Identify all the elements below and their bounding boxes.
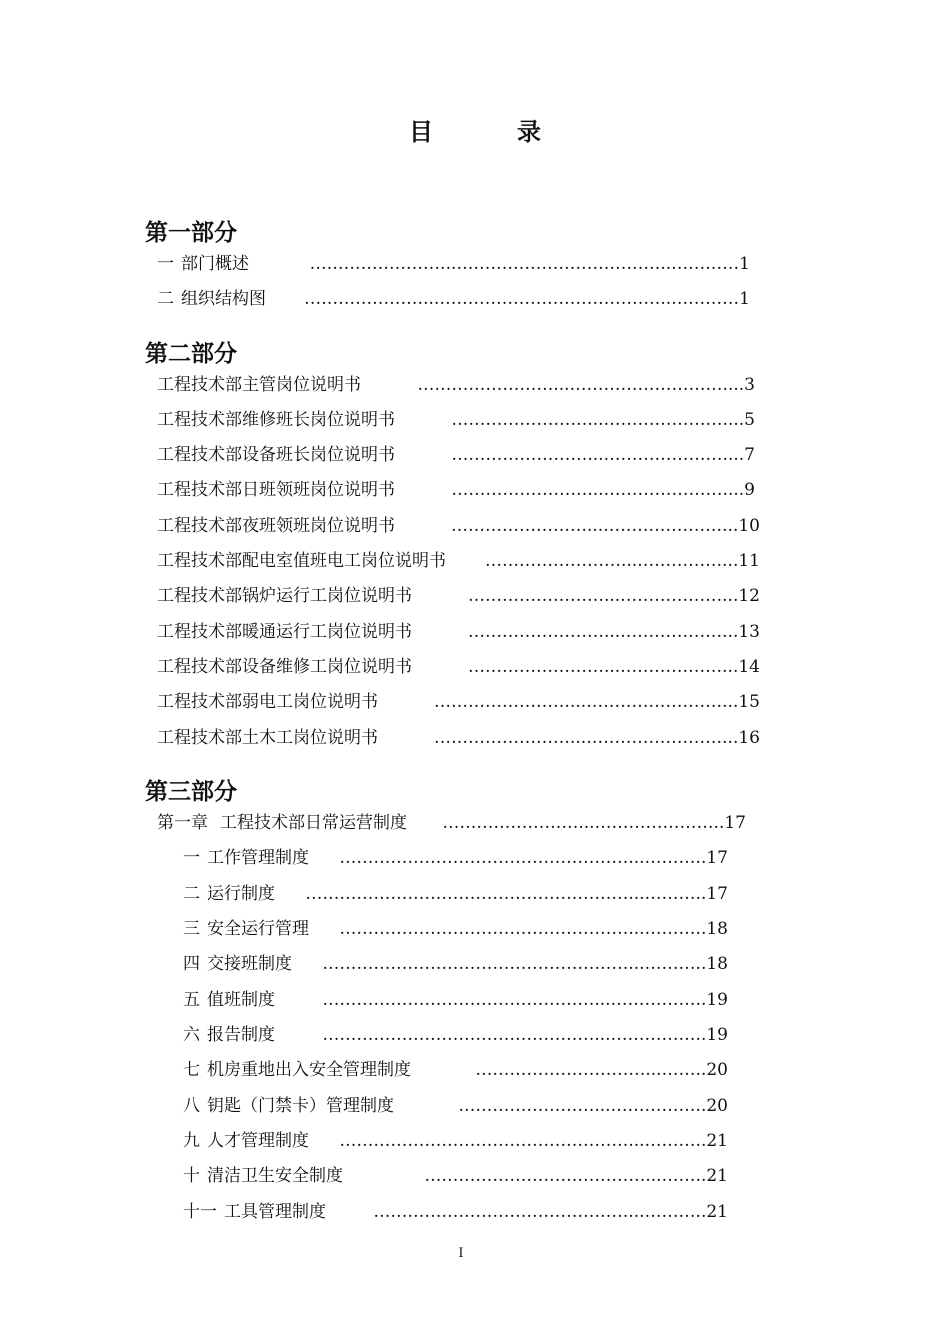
toc-entry-label: 人才管理制度: [207, 1131, 309, 1151]
toc-entry[interactable]: [157, 549, 760, 573]
toc-entry[interactable]: [157, 443, 755, 467]
toc-entry-label: 工程技术部土木工岗位说明书: [157, 728, 378, 748]
toc-entry-label: 交接班制度: [207, 954, 292, 974]
toc-entry-leader-page: …………………………………………...……………..19: [322, 1025, 728, 1045]
toc-entry-leader-page: …………………………………...……..21: [424, 1166, 728, 1186]
toc-entry-number: 一: [157, 254, 174, 274]
toc-entry[interactable]: [183, 1023, 728, 1047]
page-number: I: [458, 1246, 464, 1261]
toc-entry-label: 工程技术部弱电工岗位说明书: [157, 692, 378, 712]
toc-entry-leader-page: ………………………………………………...………..18: [322, 954, 728, 974]
toc-entry-number: 七: [183, 1060, 200, 1080]
toc-entry-number: 三: [183, 919, 200, 939]
toc-entry-label: 工具管理制度: [224, 1202, 326, 1222]
toc-entry-number: 八: [183, 1096, 200, 1116]
toc-entry-label: 报告制度: [207, 1025, 275, 1045]
toc-entry[interactable]: [157, 287, 750, 311]
toc-entry[interactable]: [183, 988, 728, 1012]
toc-entry[interactable]: [157, 690, 760, 714]
toc-chapter-entry[interactable]: [157, 811, 746, 835]
toc-entry[interactable]: [157, 514, 760, 538]
toc-entry[interactable]: [157, 252, 750, 276]
toc-entry-number: 一: [183, 848, 200, 868]
toc-entry-label: 部门概述: [181, 254, 249, 274]
toc-entry-label: 工程技术部设备维修工岗位说明书: [157, 657, 412, 677]
toc-entry[interactable]: [157, 478, 755, 502]
toc-entry-label: 组织结构图: [181, 289, 266, 309]
toc-entry-leader-page: ……………………...………………...13: [467, 622, 760, 642]
toc-entry[interactable]: [183, 1164, 728, 1188]
toc-entry-number: 五: [183, 990, 200, 1010]
toc-entry-number: 二: [183, 884, 200, 904]
toc-entry-leader-page: ……………………...…………………....7: [451, 445, 755, 465]
toc-entry-label: 工程技术部设备班长岗位说明书: [157, 445, 395, 465]
toc-entry[interactable]: [183, 846, 728, 870]
part-heading: 第二部分: [145, 341, 237, 367]
toc-entry-number: 九: [183, 1131, 200, 1151]
toc-entry-label: 工程技术部日班领班岗位说明书: [157, 480, 395, 500]
toc-entry-label: 工程技术部暖通运行工岗位说明书: [157, 622, 412, 642]
toc-entry[interactable]: [157, 726, 760, 750]
part-heading: 第三部分: [145, 779, 237, 805]
toc-entry-leader-page: ……………………...…………………....9: [451, 480, 755, 500]
page-title: 目 录: [409, 118, 571, 146]
toc-entry-number: 十: [183, 1166, 200, 1186]
toc-entry-leader-page: ……………………...……………………...16: [433, 728, 760, 748]
toc-entry-leader-page: …………………………...……..20: [475, 1060, 728, 1080]
toc-entry-label: 工程技术部配电室值班电工岗位说明书: [157, 551, 446, 571]
toc-entry-leader-page: ……………………...……………………...15: [433, 692, 760, 712]
toc-entry[interactable]: [183, 917, 728, 941]
toc-entry-leader-page: ……………………………………………...………..21: [339, 1131, 728, 1151]
toc-entry-label: 安全运行管理: [207, 919, 309, 939]
toc-entry-label: 值班制度: [207, 990, 275, 1010]
toc-entry-leader-page: …………………………………………………...………..17: [305, 884, 728, 904]
toc-entry-number: 六: [183, 1025, 200, 1045]
toc-entry-label: 机房重地出入安全管理制度: [207, 1060, 411, 1080]
toc-entry[interactable]: [157, 620, 760, 644]
toc-entry-leader-page: ……………………...…………………..17: [442, 813, 746, 833]
toc-entry-leader-page: ……………………...………………...14: [467, 657, 760, 677]
toc-entry-leader-page: …………………...…………………………………..…………1: [304, 289, 750, 309]
toc-entry[interactable]: [157, 373, 755, 397]
toc-entry-leader-page: ……………………...………………………....3: [417, 375, 755, 395]
toc-entry-leader-page: ………………………………………...………..21: [373, 1202, 728, 1222]
toc-entry-label: 工程技术部锅炉运行工岗位说明书: [157, 586, 412, 606]
toc-entry-number: 四: [183, 954, 200, 974]
toc-entry-leader-page: …………………………………………...……………..19: [322, 990, 728, 1010]
toc-entry-number: 二: [157, 289, 174, 309]
toc-entry-leader-page: ……………………...…………………...10: [450, 516, 760, 536]
toc-entry[interactable]: [157, 655, 760, 679]
toc-entry[interactable]: [183, 1200, 728, 1224]
toc-chapter-label: 工程技术部日常运营制度: [220, 813, 407, 833]
toc-entry[interactable]: [157, 408, 755, 432]
toc-entry-leader-page: ……………………...…………………....5: [451, 410, 755, 430]
toc-entry-label: 钥匙（门禁卡）管理制度: [207, 1096, 394, 1116]
toc-entry[interactable]: [183, 882, 728, 906]
toc-entry-label: 运行制度: [207, 884, 275, 904]
toc-entry-label: 工程技术部维修班长岗位说明书: [157, 410, 395, 430]
toc-entry[interactable]: [157, 584, 760, 608]
toc-entry[interactable]: [183, 1129, 728, 1153]
toc-entry[interactable]: [183, 1058, 728, 1082]
toc-entry-leader-page: ……………………...……………...11: [484, 551, 760, 571]
toc-entry-label: 清洁卫生安全制度: [207, 1166, 343, 1186]
toc-entry-label: 工程技术部夜班领班岗位说明书: [157, 516, 395, 536]
toc-entry-leader-page: ……………………………………………...………..18: [339, 919, 728, 939]
toc-entry-leader-page: ……………………..………………………………..…………1: [309, 254, 750, 274]
part-heading: 第一部分: [145, 220, 237, 246]
toc-entry-label: 工程技术部主管岗位说明书: [157, 375, 361, 395]
toc-chapter-number: 第一章: [157, 813, 208, 833]
toc-entry[interactable]: [183, 1094, 728, 1118]
toc-entry-label: 工作管理制度: [207, 848, 309, 868]
toc-entry[interactable]: [183, 952, 728, 976]
toc-entry-leader-page: ……………………...……………..20: [458, 1096, 728, 1116]
toc-entry-number: 十一: [183, 1202, 217, 1222]
toc-entry-leader-page: ……………………...………………...12: [467, 586, 760, 606]
toc-entry-leader-page: ……………………………………………...………..17: [339, 848, 728, 868]
